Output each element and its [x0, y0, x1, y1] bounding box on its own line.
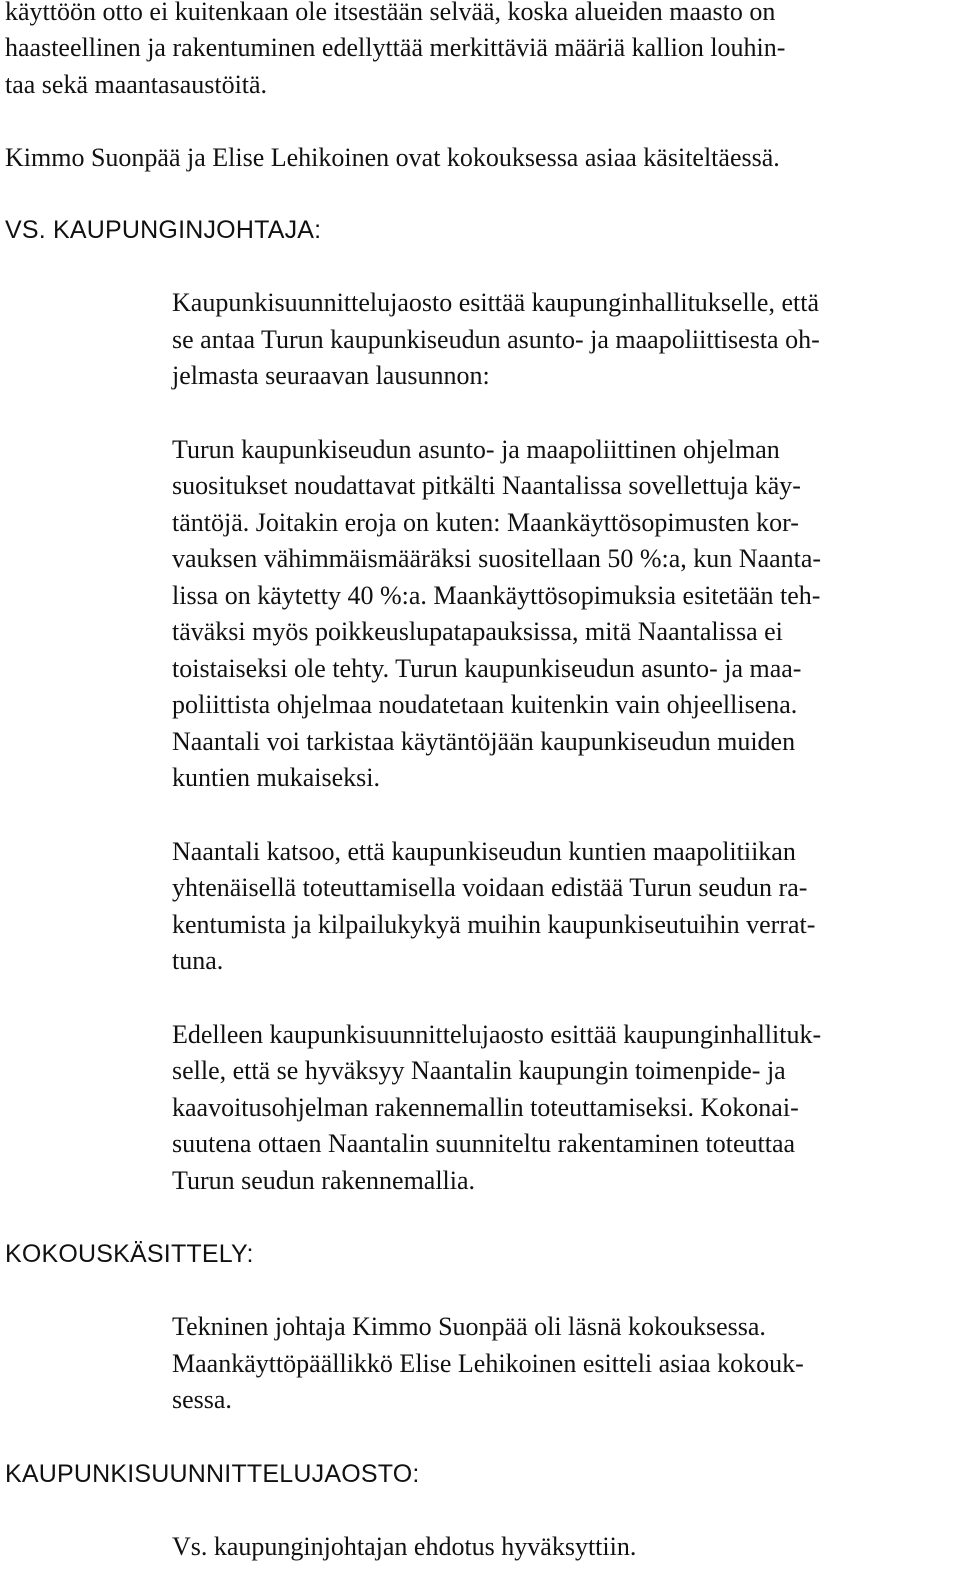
proposal-p2-line-5: lissa on käytetty 40 %:a. Maankäyttösopimuksia esitetään teh-: [172, 581, 821, 610]
proposal-p3-line-1: Naantali katsoo, että kaupunkiseudun kuntien maapolitiikan: [172, 837, 796, 866]
proposal-p2-line-4: vauksen vähimmäismääräksi suositellaan 50 %:a, kun Naanta-: [172, 544, 822, 573]
attendance-note: Kimmo Suonpää ja Elise Lehikoinen ovat kokouksessa asiaa käsiteltäessä.: [5, 143, 780, 172]
proposal-p2-line-1: Turun kaupunkiseudun asunto- ja maapoliittinen ohjelman: [172, 435, 780, 464]
proposal-p2-line-9: Naantali voi tarkistaa käytäntöjään kaupunkiseudun muiden: [172, 727, 796, 756]
intro-line-3: taa sekä maantasaustöitä.: [5, 70, 268, 99]
proposal-p2-line-10: kuntien mukaiseksi.: [172, 763, 380, 792]
meeting-line-1: Tekninen johtaja Kimmo Suonpää oli läsnä kokouksessa.: [172, 1312, 766, 1341]
proposal-p2-line-8: poliittista ohjelmaa noudatetaan kuitenkin vain ohjeellisena.: [172, 690, 798, 719]
intro-line-2: haasteellinen ja rakentuminen edellyttää merkittäviä määriä kallion louhin-: [5, 33, 786, 62]
decision-heading: KAUPUNKISUUNNITTELUJAOSTO:: [5, 1460, 420, 1488]
proposal-p2-line-3: täntöjä. Joitakin eroja on kuten: Maankäyttösopimusten kor-: [172, 508, 799, 537]
proposal-p1-line-2: se antaa Turun kaupunkiseudun asunto- ja maapoliittisesta oh-: [172, 325, 820, 354]
proposal-p3-line-4: tuna.: [172, 946, 224, 975]
proposal-p2-line-7: toistaiseksi ole tehty. Turun kaupunkiseudun asunto- ja maa-: [172, 654, 802, 683]
decision-text: Vs. kaupunginjohtajan ehdotus hyväksyttiin.: [172, 1532, 637, 1561]
proposal-p2-line-2: suositukset noudattavat pitkälti Naantalissa sovellettuja käy-: [172, 471, 801, 500]
proposal-p1-line-3: jelmasta seuraavan lausunnon:: [172, 361, 490, 390]
proposal-p4-line-3: kaavoitusohjelman rakennemallin toteuttamiseksi. Kokonai-: [172, 1093, 799, 1122]
proposal-heading: VS. KAUPUNGINJOHTAJA:: [5, 216, 322, 244]
proposal-p3-line-2: yhtenäisellä toteuttamisella voidaan edistää Turun seudun ra-: [172, 873, 808, 902]
intro-line-1: käyttöön otto ei kuitenkaan ole itsestään selvää, koska alueiden maasto on: [5, 0, 776, 26]
meeting-line-2: Maankäyttöpäällikkö Elise Lehikoinen esitteli asiaa kokouk-: [172, 1349, 804, 1378]
proposal-p4-line-5: Turun seudun rakennemallia.: [172, 1166, 476, 1195]
proposal-p1-line-1: Kaupunkisuunnittelujaosto esittää kaupunginhallitukselle, että: [172, 288, 819, 317]
proposal-p4-line-1: Edelleen kaupunkisuunnittelujaosto esittää kaupunginhallituk-: [172, 1020, 822, 1049]
meeting-heading: KOKOUSKÄSITTELY:: [5, 1240, 254, 1268]
proposal-p4-line-4: suutena ottaen Naantalin suunniteltu rakentaminen toteuttaa: [172, 1129, 796, 1158]
proposal-p4-line-2: selle, että se hyväksyy Naantalin kaupungin toimenpide- ja: [172, 1056, 786, 1085]
proposal-p3-line-3: kentumista ja kilpailukykyä muihin kaupunkiseutuihin verrat-: [172, 910, 816, 939]
meeting-line-3: sessa.: [172, 1385, 232, 1414]
proposal-p2-line-6: täväksi myös poikkeuslupatapauksissa, mitä Naantalissa ei: [172, 617, 783, 646]
